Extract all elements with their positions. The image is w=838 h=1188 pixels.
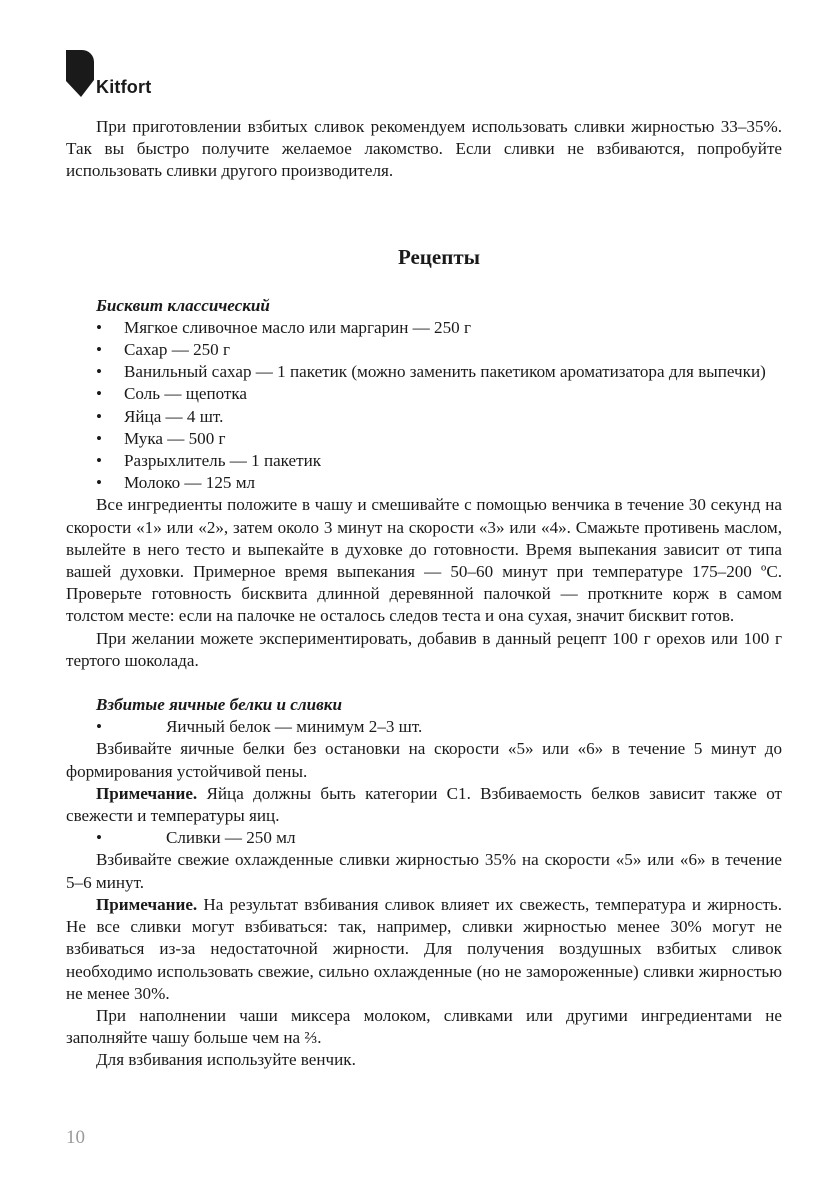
list-item: • Мука — 500 г: [96, 428, 782, 450]
page-number: 10: [66, 1127, 85, 1148]
note-cream: [66, 894, 782, 1005]
whisk-paragraph: Для взбивания используйте венчик.: [96, 1050, 356, 1070]
list-item: • Яйца — 4 шт.: [96, 406, 782, 428]
ingredient-list-sponge: [66, 317, 782, 495]
cream-step: Взбивайте свежие охлажденные сливки жирностью 35% на скорости «5» или «6» в течение 5–6 минут.: [66, 850, 782, 892]
brand-name: Kitfort: [96, 77, 152, 97]
recipe-title-sponge: Бисквит классический: [96, 295, 270, 315]
note-text: На результат взбивания сливок влияет их свежесть, температура и жирность. Не все сливки могут взбиваться: так, например, сливки жирностью менее 30% могут не взбиваться из-за недостаточной жирности. Для получения воздушных взбитых сливок необходимо использовать свежие, сильно охлажденные (но не замороженные) сливки жирностью не менее 30%.: [66, 894, 782, 1003]
ingredient-list-cream: [66, 827, 782, 849]
sponge-instructions: Все ингредиенты положите в чашу и смешивайте с помощью венчика в течение 30 секунд на скорости «1» или «2», затем около 3 минут на скорости «3» или «4». Смажьте противень маслом, вылейте в него тесто и выпекайте в духовке до готовности. Время выпекания зависит от типа вашей духовки. Примерное время выпекания — 50–60 минут при температуре 175–200 ºС. Проверьте готовность бисквита длинной деревянной палочкой — проткните корж в самом толстом месте: если на палочке не осталось следов теста и она сухая, значит бисквит готов.: [66, 495, 782, 626]
kitfort-logo-icon: [66, 50, 94, 100]
note-text: Яйца должны быть категории С1. Взбиваемость белков зависит также от свежести и температуры яиц.: [66, 783, 782, 826]
kitfort-logo: [66, 50, 186, 100]
list-item: • Молоко — 125 мл: [96, 472, 782, 494]
egg-whites-step: Взбивайте яичные белки без остановки на скорости «5» или «6» в течение 5 минут до формирования устойчивой пены.: [66, 739, 782, 781]
sponge-tip: При желании можете экспериментировать, добавив в данный рецепт 100 г орехов или 100 г тертого шоколада.: [66, 628, 782, 670]
section-title: Рецепты: [397, 244, 481, 269]
list-item: • Сахар — 250 г: [96, 339, 782, 361]
note-eggs: [66, 783, 782, 827]
page-content: [66, 116, 782, 1072]
list-item: • Сливки — 250 мл: [96, 827, 782, 849]
bowl-fill-paragraph: При наполнении чаши миксера молоком, сливками или другими ингредиентами не заполняйте чашу больше чем на ⅔.: [66, 1005, 782, 1048]
list-item: • Разрыхлитель — 1 пакетик: [96, 450, 782, 472]
note-label: Примечание.: [96, 894, 198, 914]
list-item: • Соль — щепотка: [96, 383, 782, 405]
list-item: • Мягкое сливочное масло или маргарин — 250 г: [96, 317, 782, 339]
ingredient-list-egg: [66, 716, 782, 738]
intro-paragraph: При приготовлении взбитых сливок рекомендуем использовать сливки жирностью 33–35%. Так вы быстро получите желаемое лакомство. Если сливки не взбиваются, попробуйте использовать сливки другого производителя.: [66, 117, 782, 181]
list-item: • Ванильный сахар — 1 пакетик (можно заменить пакетиком ароматизатора для выпечки): [96, 361, 782, 383]
recipe-title-whipped: Взбитые яичные белки и сливки: [96, 695, 342, 715]
note-label: Примечание.: [96, 783, 198, 803]
list-item: • Яичный белок — минимум 2–3 шт.: [96, 716, 782, 738]
